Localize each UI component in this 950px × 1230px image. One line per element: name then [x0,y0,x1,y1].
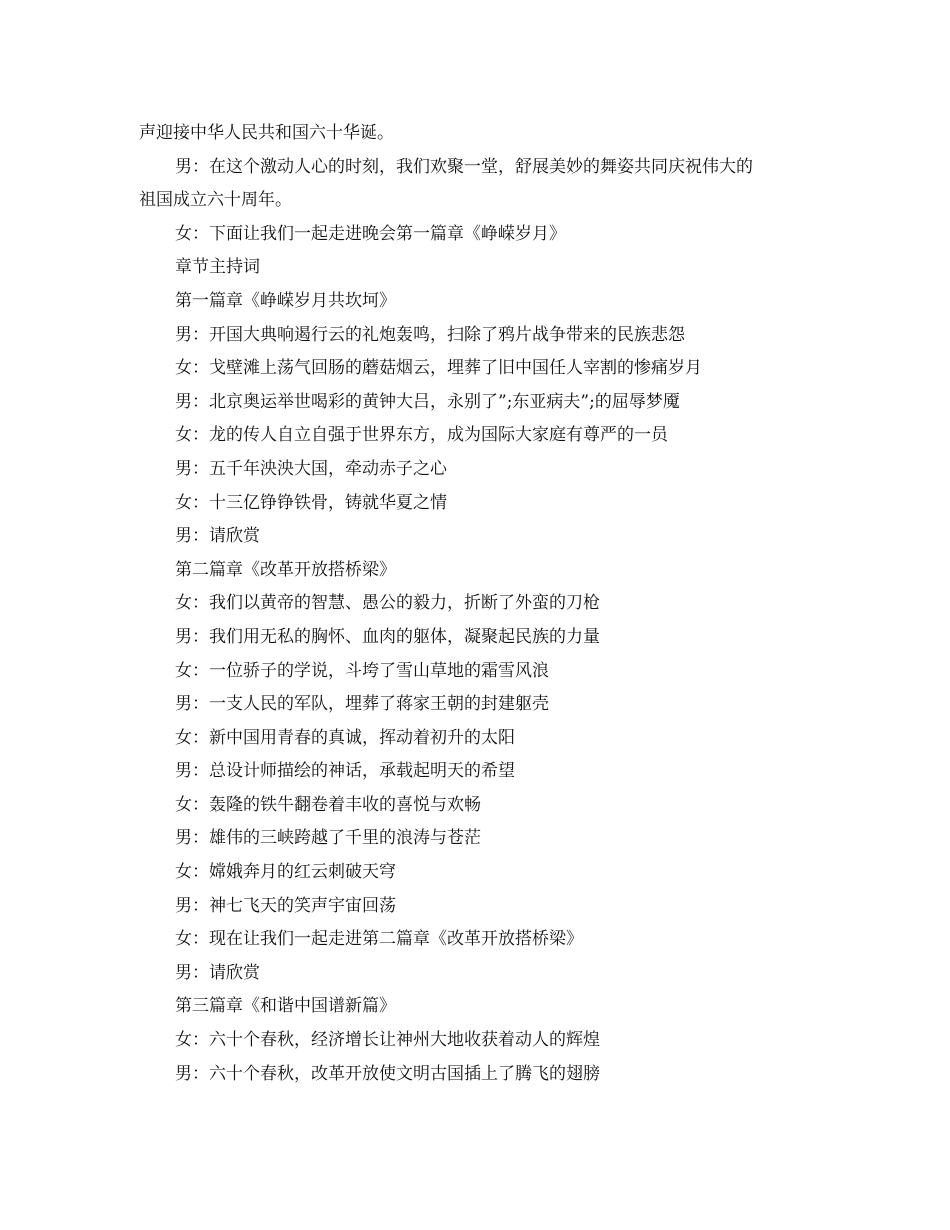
text-line: 女：新中国用青春的真诚，挥动着初升的太阳 [175,727,515,748]
text-line: 女：嫦娥奔月的红云刺破天穹 [175,862,396,883]
chapter-title: 第三篇章《和谐中国谱新篇》 [175,996,396,1017]
text-line: 女：下面让我们一起走进晚会第一篇章《峥嵘岁月》 [175,223,566,244]
text-line: 女：现在让我们一起走进第二篇章《改革开放搭桥梁》 [175,929,583,950]
text-line: 男：请欣赏 [175,526,260,547]
chapter-title: 第一篇章《峥嵘岁月共坎坷》 [175,290,396,311]
text-line: 女：龙的传人自立自强于世界东方，成为国际大家庭有尊严的一员 [175,425,668,446]
text-line: 女：轰隆的铁牛翻卷着丰收的喜悦与欢畅 [175,794,481,815]
text-line: 声迎接中华人民共和国六十华诞。 [139,123,394,143]
text-line: 女：我们以黄帝的智慧、愚公的毅力，折断了外蛮的刀枪 [175,593,600,614]
text-line: 男：在这个激动人心的时刻，我们欢聚一堂，舒展美妙的舞姿共同庆祝伟大的 [175,156,753,177]
section-heading: 章节主持词 [175,257,260,278]
text-line: 女：一位骄子的学说，斗垮了雪山草地的霜雪风浪 [175,660,549,681]
text-line: 男：总设计师描绘的神话，承载起明天的希望 [175,761,515,782]
text-line: 男：五千年泱泱大国，牵动赤子之心 [175,458,447,479]
text-line: 男：北京奥运举世喝彩的黄钟大吕，永别了”;东亚病夫”;的屈辱梦魇 [175,391,680,412]
text-line: 男：我们用无私的胸怀、血肉的躯体，凝聚起民族的力量 [175,626,600,647]
text-line: 男：神七飞天的笑声宇宙回荡 [175,895,396,916]
text-line: 女：六十个春秋，经济增长让神州大地收获着动人的辉煌 [175,1030,600,1051]
text-line: 祖国成立六十周年。 [139,190,292,211]
text-line: 女：十三亿铮铮铁骨，铸就华夏之情 [175,492,447,513]
text-line: 男：请欣赏 [175,962,260,983]
text-line: 男：六十个春秋，改革开放使文明古国插上了腾飞的翅膀 [175,1063,600,1084]
text-line: 女：戈壁滩上荡气回肠的蘑菇烟云，埋葬了旧中国任人宰割的惨痛岁月 [175,358,702,379]
document-body [139,117,819,1091]
text-line: 男：雄伟的三峡跨越了千里的浪涛与苍茫 [175,828,481,849]
text-line: 男：一支人民的军队，埋葬了蒋家王朝的封建躯壳 [175,694,549,715]
chapter-title: 第二篇章《改革开放搭桥梁》 [175,559,396,580]
text-line: 男：开国大典响遏行云的礼炮轰鸣，扫除了鸦片战争带来的民族悲怨 [175,324,685,345]
